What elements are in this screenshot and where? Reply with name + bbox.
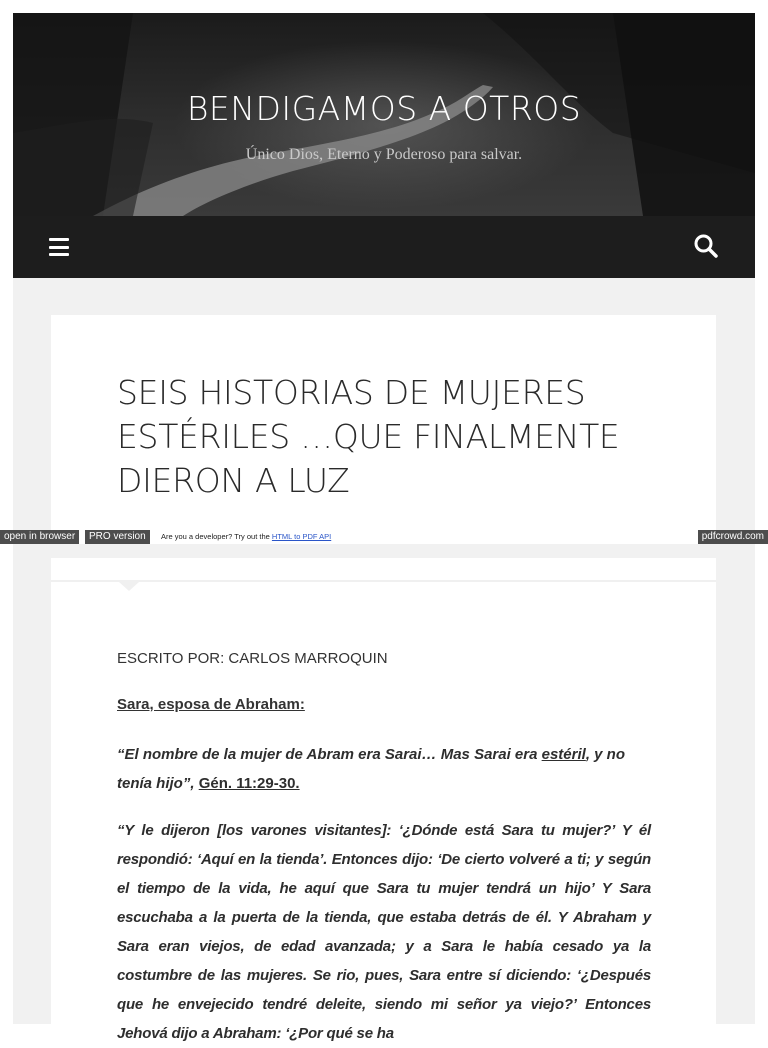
search-icon[interactable] (693, 233, 719, 259)
divider-notch (119, 582, 139, 591)
post-content (117, 650, 651, 1048)
post-title: SEIS HISTORIAS DE MUJERES ESTÉRILES …QUE FINALMENTE DIERON A LUZ (117, 373, 620, 500)
author-line: ESCRITO POR: CARLOS MARROQUIN (117, 650, 388, 667)
scripture-reference: Gén. 11:29-30. (198, 775, 300, 792)
post-card-header (51, 315, 716, 530)
quote-underlined-word: estéril (541, 746, 586, 763)
divider (51, 580, 716, 582)
developer-promo (161, 530, 331, 544)
pro-version-button[interactable]: PRO version (85, 530, 150, 544)
developer-promo-text: Are you a developer? Try out the (161, 532, 272, 541)
nav-bar (13, 216, 755, 278)
menu-icon[interactable] (49, 238, 69, 256)
quote-passage: “Y le dijeron [los varones visitantes]: ‘¿Dónde está Sara tu mujer?’ Y él respondió: ‘Aquí en la tienda’. Entonces dijo: ‘De cierto volveré a ti; y según el tiempo de la vida, he aquí que Sara tu mujer tendrá un hijo’ Y Sara escuchaba a la puerta de la tienda, que estaba detrás de él. Y Abraham y Sara eran viejos, de edad avanzada; y a Sara le había cesado ya la costumbre de las mujeres. Se rio, pues, Sara entre sí diciendo: ‘¿Después que he envejecido tendré deleite, siendo mi señor ya viejo?’ Entonces Jehová dijo a Abraham: ‘¿Por qué se ha (117, 822, 651, 1042)
html-to-pdf-api-link[interactable]: HTML to PDF API (271, 532, 332, 541)
site-description: Único Dios, Eterno y Poderoso para salvar. (245, 146, 523, 163)
pdfcrowd-banner (0, 530, 768, 544)
post-card-body (51, 558, 716, 1042)
section-heading: Sara, esposa de Abraham: (117, 696, 305, 713)
pdfcrowd-brand-link[interactable]: pdfcrowd.com (698, 530, 768, 544)
site-title[interactable]: BENDIGAMOS A OTROS (186, 89, 582, 128)
site-header (13, 13, 755, 216)
quote-text-end: , y no tenía hijo”, (117, 746, 625, 792)
quote-genesis (117, 740, 651, 798)
open-in-browser-button[interactable]: open in browser (0, 530, 79, 544)
quote-text: “El nombre de la mujer de Abram era Sarai… Mas Sarai era (117, 746, 542, 763)
